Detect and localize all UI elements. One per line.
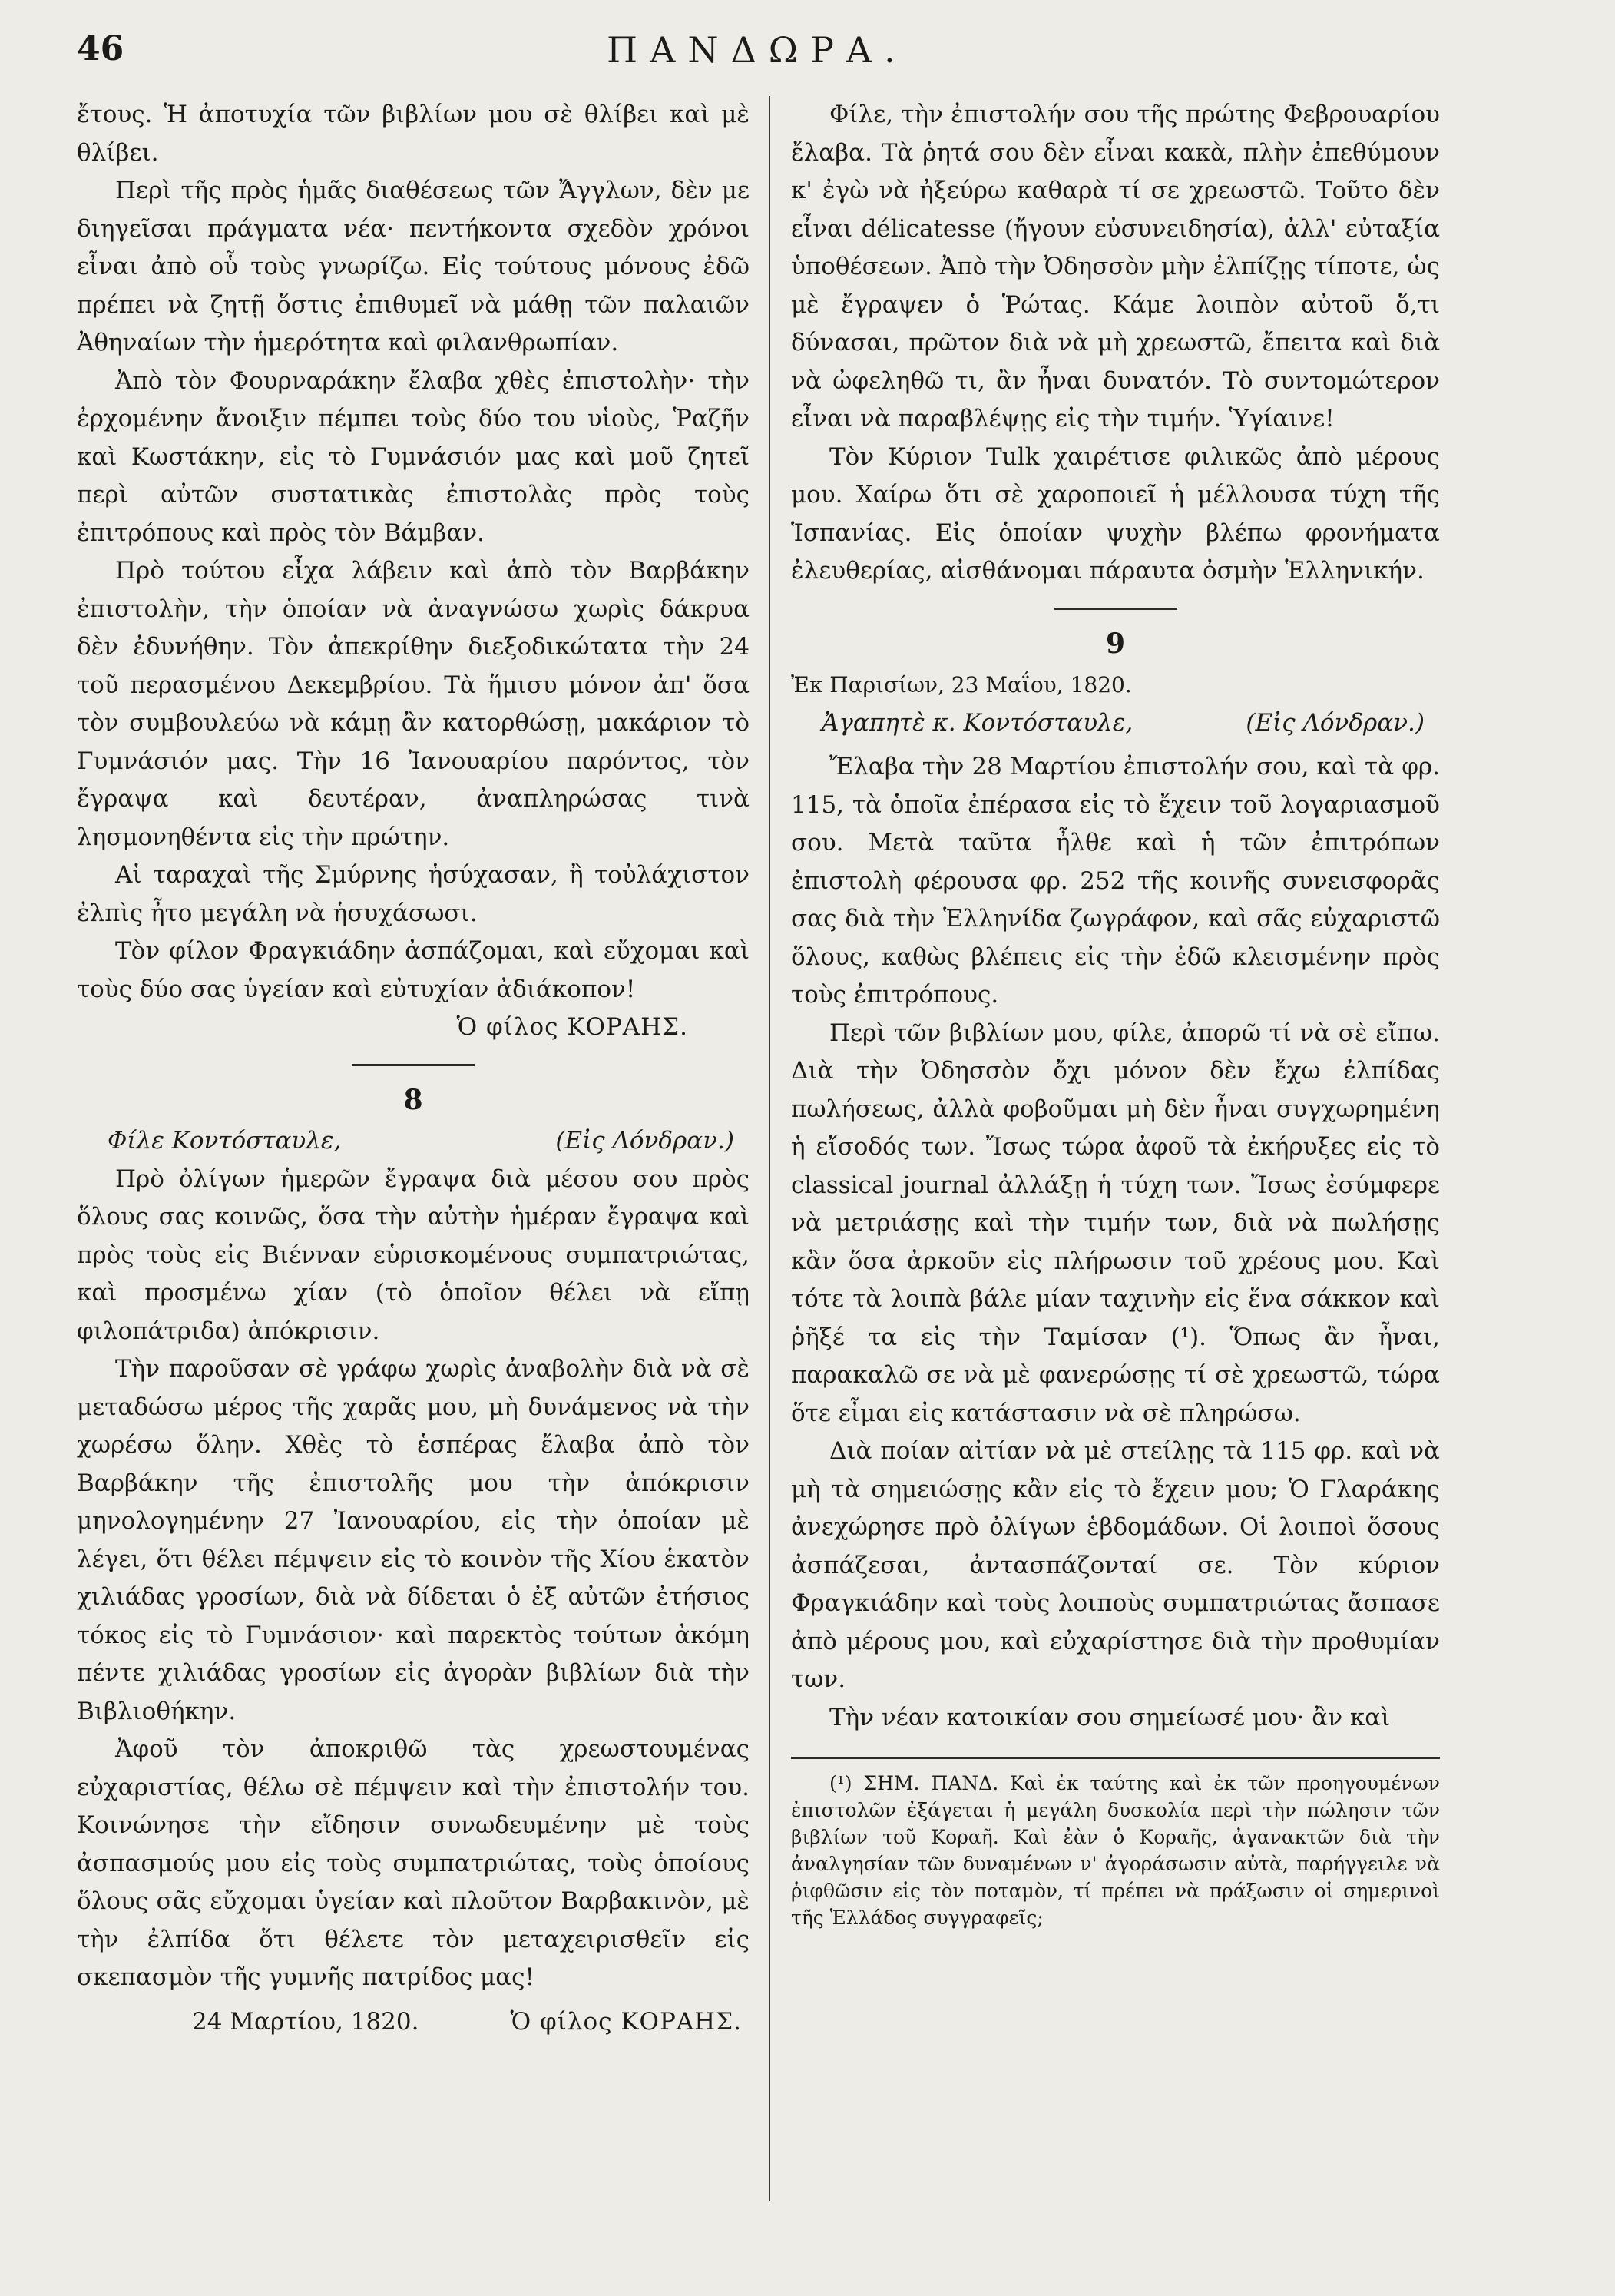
letter-signature: Ὁ φίλος ΚΟΡΑΗΣ. [510, 2007, 742, 2036]
destination-text: (Εἰς Λόνδραν.) [1246, 708, 1425, 737]
letter-salutation [791, 704, 1440, 743]
section-divider [352, 1064, 475, 1066]
letter-number: 9 [1105, 627, 1126, 660]
paragraph-english: Περὶ τῆς πρὸς ἡμᾶς διαθέσεως τῶν Ἄγγλων, δὲν με διηγεῖσαι πράγματα νέα· πεντήκοντα σχεδὸν χρόνοι εἶναι ἀπὸ οὗ τοὺς γνωρίζω. Εἰς τούτους μόνους ἐδῶ πρέπει νὰ ζητῇ ὅστις ἐπιθυμεῖ νὰ μάθῃ τῶν παλαιῶν Ἀθηναίων τὴν ἡμερότητα καὶ φιλανθρωπίαν. [77, 177, 750, 356]
letter-number: 8 [403, 1083, 423, 1116]
salutation-text: Ἀγαπητὲ κ. Κοντόσταυλε, [822, 708, 1133, 737]
paragraph-fournarakis: Ἀπὸ τὸν Φουρναράκην ἔλαβα χθὲς ἐπιστολὴν· τὴν ἐρχομένην ἄνοιξιν πέμπει τοὺς δύο του υἱοὺς, Ῥαζῆν καὶ Κωστάκην, εἰς τὸ Γυμνάσιόν μας καὶ μοῦ ζητεῖ περὶ αὐτῶν συστατικὰς ἐπιστολὰς πρὸς τοὺς ἐπιτρόπους καὶ πρὸς τὸν Βάμβαν. [77, 366, 750, 547]
letter-9-paragraph-2: Περὶ τῶν βιβλίων μου, φίλε, ἀπορῶ τί νὰ σὲ εἴπω. Διὰ τὴν Ὀδησσὸν ὄχι μόνον δὲν ἔχω ἐλπίδας πωλήσεως, ἀλλὰ φοβοῦμαι μὴ δὲν ἦναι συγχωρημένη ἡ εἴσοδός των. Ἴσως τώρα ἀφοῦ τὰ ἐκήρυξες εἰς τὸ classical journal ἀλλάξῃ ἡ τύχη των. Ἴσως ἐσύμφερε νὰ μετριάσῃς καὶ τὴν τιμήν των, διὰ νὰ πωλήσῃς κἂν ὅσα ἀρκοῦν εἰς πλήρωσιν τοῦ χρέους μου. Καὶ τότε τὰ λοιπὰ βάλε μίαν ταχινὴν εἰς ἕνα σάκκον καὶ ῥῆξέ τα εἰς τὴν Ταμίσαν (¹). Ὅπως ἂν ἦναι, παρακαλῶ σε νὰ μὲ φανερώσῃς τί σὲ χρεωστῶ, τώρα ὅτε εἶμαι εἰς κατάστασιν νὰ σὲ πληρώσω. [791, 1019, 1440, 1427]
paragraph-smyrna: Αἱ ταραχαὶ τῆς Σμύρνης ἡσύχασαν, ἢ τοὐλάχιστον ἐλπὶς ἦτο μεγάλη νὰ ἡσυχάσωσι. [77, 861, 750, 927]
letter-8-paragraph-2: Τὴν παροῦσαν σὲ γράφω χωρὶς ἀναβολὴν διὰ νὰ σὲ μεταδώσω μέρος τῆς χαρᾶς μου, μὴ δυνάμενος νὰ τὴν χωρέσω ὅλην. Χθὲς τὸ ἑσπέρας ἔλαβα ἀπὸ τὸν Βαρβάκην τῆς ἐπιστολῆς μου τὴν ἀπόκρισιν μηνολογημένην 27 Ἰανουαρίου, εἰς τὴν ὁποίαν μὲ λέγει, ὅτι θέλει πέμψειν εἰς τὸ κοινὸν τῆς Χίου ἑκατὸν χιλιάδας γροσίων, διὰ νὰ δίδεται ὁ ἐξ αὐτῶν ἐτήσιος τόκος εἰς τὸ Γυμνάσιον· καὶ παρεκτὸς τούτων ἀκόμη πέντε χιλιάδας γροσίων εἰς ἀγορὰν βιβλίων διὰ τὴν Βιβλιοθήκην. [77, 1355, 750, 1725]
footnote [791, 1770, 1440, 1931]
paragraph-varvakis: Πρὸ τούτου εἶχα λάβειν καὶ ἀπὸ τὸν Βαρβάκην ἐπιστολὴν, τὴν ὁποίαν νὰ ἀναγνώσω χωρὶς δάκρυα δὲν ἐδυνήθην. Τὸν ἀπεκρίθην διεξοδικώτατα τὴν 24 τοῦ περασμένου Δεκεμβρίου. Τὰ ἥμισυ μόνον ἀπ' ὅσα τὸν συμβουλεύω νὰ κάμῃ ἂν κατορθώσῃ, μακάριον τὸ Γυμνάσιόν μας. Τὴν 16 Ἰανουαρίου παρόντος, τὸν ἔγραψα καὶ δευτέραν, ἀναπληρώσας τινὰ λησμονηθέντα εἰς τὴν πρώτην. [77, 557, 750, 851]
letter-dateline: Ἐκ Παρισίων, 23 Μαΐου, 1820. [791, 672, 1132, 697]
letter-9-paragraph-3: Διὰ ποίαν αἰτίαν νὰ μὲ στείλῃς τὰ 115 φρ. καὶ νὰ μὴ τὰ σημειώσῃς κἂν εἰς τὸ ἔχειν μου; Ὁ Γλαράκης ἀνεχώρησε πρὸ ὀλίγων ἑβδομάδων. Οἱ λοιποὶ ὅσους ἀσπάζεσαι, ἀντασπάζονταί σε. Τὸν κύριον Φραγκιάδην καὶ τοὺς λοιποὺς συμπατριώτας ἄσπασε ἀπὸ μέρους μου, καὶ εὐχαρίστησε διὰ τὴν προθυμίαν των. [791, 1437, 1440, 1693]
running-head [77, 29, 1459, 83]
destination-text: (Εἰς Λόνδραν.) [555, 1127, 734, 1155]
salutation-text: Φίλε Κοντόσταυλε, [108, 1127, 342, 1155]
journal-title: ΠΑΝΔΩΡΑ. [607, 29, 908, 71]
letter-8-paragraph-3: Ἀφοῦ τὸν ἀποκριθῶ τὰς χρεωστουμένας εὐχαριστίας, θέλω σὲ πέμψειν καὶ τὴν ἐπιστολήν του. Κοινώνησε τὴν εἴδησιν συνωδευμένην μὲ τοὺς ἀσπασμούς μου εἰς τοὺς συμπατριώτας, τοὺς ὁποίους ὅλους σᾶς εὔχομαι ὑγείαν καὶ πλοῦτον Βαρβακινὸν, μὲ τὴν ἐλπίδα ὅτι θέλετε τὸν μεταχειρισθεῖν εἰς σκεπασμὸν τῆς γυμνῆς πατρίδος μας! [77, 1735, 750, 1991]
letter-date: 24 Μαρτίου, 1820. [192, 2007, 419, 2036]
letter-8-closing [77, 2003, 750, 2042]
letter-salutation [77, 1122, 750, 1161]
letter-9-paragraph-4: Τὴν νέαν κατοικίαν σου σημείωσέ μου· ἂν καὶ [829, 1703, 1391, 1731]
right-column [791, 96, 1440, 1931]
column-divider [769, 96, 770, 2201]
footnote-divider [791, 1757, 1440, 1759]
paragraph-frangiadis: Τὸν φίλον Φραγκιάδην ἀσπάζομαι, καὶ εὔχομαι καὶ τοὺς δύο σας ὑγείαν καὶ εὐτυχίαν ἀδιάκοπον! [77, 937, 750, 1003]
intro-text: ἔτους. Ἡ ἀποτυχία τῶν βιβλίων μου σὲ θλίβει καὶ μὲ θλίβει. [77, 101, 750, 167]
footnote-text: (¹) ΣΗΜ. ΠΑΝΔ. Καὶ ἐκ ταύτης καὶ ἐκ τῶν προηγουμένων ἐπιστολῶν ἐξάγεται ἡ μεγάλη δυσκολία περὶ τὴν πώλησιν τῶν βιβλίων τοῦ Κοραῆ. Καὶ ἐὰν ὁ Κοραῆς, ἀγανακτῶν διὰ τὴν ἀναλγησίαν τῶν δυναμένων ν' ἀγοράσωσιν αὐτὰ, παρήγγειλε νὰ ῥιφθῶσιν εἰς τὸν ποταμὸν, τί πρέπει νὰ πράξωσιν οἱ σημερινοὶ τῆς Ἑλλάδος συγγραφεῖς; [791, 1772, 1440, 1929]
left-column [77, 96, 750, 2041]
letter-8-paragraph-1: Πρὸ ὀλίγων ἡμερῶν ἔγραψα διὰ μέσου σου πρὸς ὅλους σας κοινῶς, ὅσα τὴν αὐτὴν ἡμέραν ἔγραψα καὶ πρὸς τοὺς εἰς Βιένναν εὑρισκομένους συμπατριώτας, καὶ προσμένω χίαν (τὸ ὁποῖον θέλει νὰ εἴπῃ φιλοπάτριδα) ἀπόκρισιν. [77, 1165, 750, 1345]
right-paragraph-2: Τὸν Κύριον Tulk χαιρέτισε φιλικῶς ἀπὸ μέρους μου. Χαίρω ὅτι σὲ χαροποιεῖ ἡ μέλλουσα τύχη τῆς Ἱσπανίας. Εἰς ὁποίαν ψυχὴν βλέπω φρονήματα ἐλευθερίας, αἰσθάνομαι πάραυτα ὀσμὴν Ἑλληνικήν. [791, 442, 1440, 585]
signature: Ὁ φίλος ΚΟΡΑΗΣ. [456, 1013, 688, 1041]
page-number: 46 [77, 29, 124, 68]
right-paragraph-1: Φίλε, τὴν ἐπιστολήν σου τῆς πρώτης Φεβρουαρίου ἔλαβα. Τὰ ῥητά σου δὲν εἶναι κακὰ, πλὴν ἐπεθύμουν κ' ἐγὼ νὰ ἠξεύρω καθαρὰ τί σε χρεωστῶ. Τοῦτο δὲν εἶναι délicatesse (ἤγουν εὐσυνειδησία), ἀλλ' εὐταξία ὑποθέσεων. Ἀπὸ τὴν Ὀδησσὸν μὴν ἐλπίζῃς τίποτε, ὡς μὲ ἔγραψεν ὁ Ῥώτας. Κάμε λοιπὸν αὐτοῦ ὅ,τι δύνασαι, πρῶτον διὰ νὰ μὴ χρεωστῶ, ἔπειτα καὶ διὰ νὰ ὠφεληθῶ τι, ἂν ἦναι δυνατόν. Τὸ συντομώτερον εἶναι νὰ παραβλέψῃς εἰς τὴν τιμήν. Ὑγίαινε! [791, 101, 1440, 432]
section-divider [1054, 608, 1177, 610]
letter-9-paragraph-1: Ἔλαβα τὴν 28 Μαρτίου ἐπιστολήν σου, καὶ τὰ φρ. 115, τὰ ὁποῖα ἐπέρασα εἰς τὸ ἔχειν τοῦ λογαριασμοῦ σου. Μετὰ ταῦτα ἦλθε καὶ ἡ τῶν ἐπιτρόπων ἐπιστολὴ φέρουσα φρ. 252 τῆς κοινῆς συνεισφορᾶς σας διὰ τὴν Ἑλληνίδα ζωγράφον, καὶ σᾶς εὐχαριστῶ ὅλους, καθὼς βλέπεις εἰς τὴν ἐδῶ κλεισμένην πρὸς τοὺς ἐπιτρόπους. [791, 753, 1440, 1009]
